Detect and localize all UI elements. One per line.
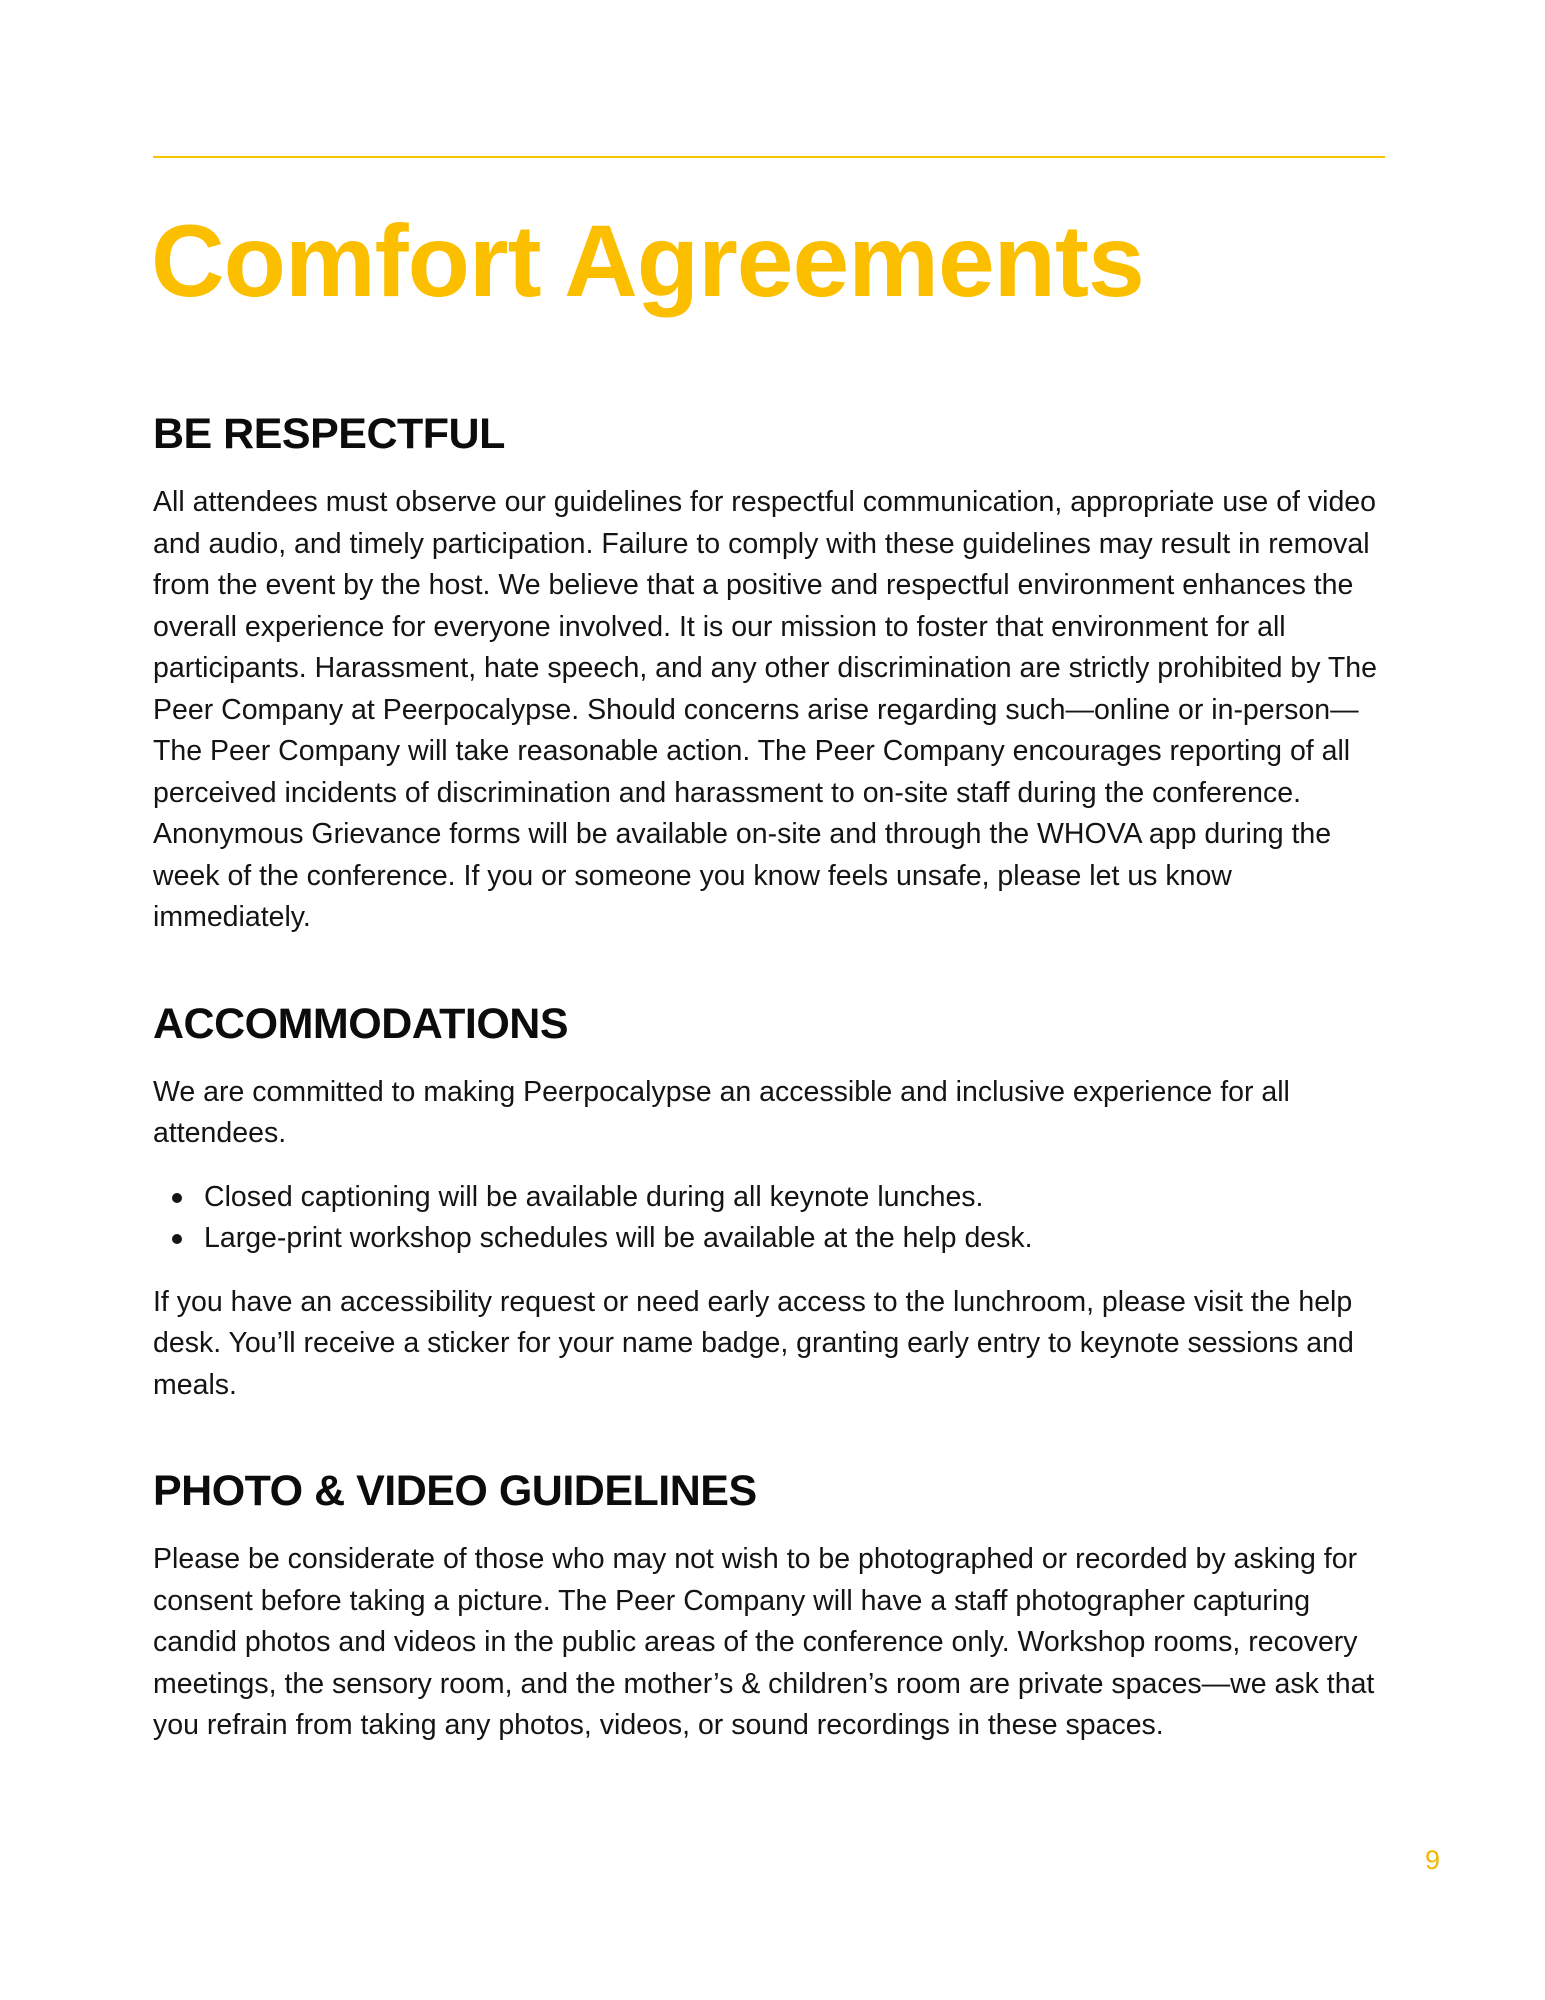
list-item — [153, 1177, 1385, 1219]
accommodations-request-paragraph: If you have an accessibility request or need early access to the lunchroom, please visit the help desk. You’ll receive a sticker for your name badge, granting early entry to keynote sessions and meals. — [153, 1285, 1354, 1401]
section-accommodations — [153, 994, 1385, 1407]
document-body — [153, 404, 1385, 1747]
section-heading-be-respectful: BE RESPECTFUL — [153, 410, 505, 458]
photo-video-paragraph: Please be considerate of those who may not wish to be photographed or recorded by asking for consent before taking a picture. The Peer Company will have a staff photographer capturing candid photos and videos in the public areas of the conference only. Workshop rooms, recovery meetings, the sensory room, and the mother’s & children’s room are private spaces—we ask that you refrain from taking any photos, videos, or sound recordings in these spaces. — [153, 1543, 1375, 1741]
page-title: Comfort Agreements — [151, 204, 1144, 318]
section-heading-accommodations: ACCOMMODATIONS — [153, 999, 569, 1048]
list-item-text: Large-print workshop schedules will be available at the help desk. — [204, 1222, 1033, 1254]
accommodations-intro: We are committed to making Peerpocalypse an accessible and inclusive experience for all attendees. — [153, 1075, 1290, 1149]
be-respectful-paragraph: All attendees must observe our guidelines for respectful communication, appropriate use of video and audio, and timely participation. Failure to comply with these guidelines may result in removal from the event by the host. We believe that a positive and respectful environment enhances the overall experience for everyone involved. It is our mission to foster that environment for all participants. Harassment, hate speech, and any other discrimination are strictly prohibited by The Peer Company at Peerpocalypse. Should concerns arise regarding such—online or in-person—The Peer Company will take reasonable action. The Peer Company encourages reporting of all perceived incidents of discrimination and harassment to on-site staff during the conference. Anonymous Grievance forms will be available on-site and through the WHOVA app during the week of the conference. If you or someone you know feels unsafe, please let us know immediately. — [153, 486, 1378, 933]
section-be-respectful — [153, 404, 1385, 939]
list-item — [153, 1218, 1385, 1260]
accommodations-list — [153, 1177, 1385, 1260]
page-number: 9 — [1425, 1845, 1441, 1875]
list-item-text: Closed captioning will be available during all keynote lunches. — [204, 1180, 984, 1213]
header-divider — [153, 156, 1385, 158]
bullet-dot-icon — [172, 1193, 182, 1203]
bullet-dot-icon — [172, 1234, 182, 1244]
section-heading-photo-video: PHOTO & VIDEO GUIDELINES — [153, 1467, 757, 1515]
section-photo-video-guidelines — [153, 1461, 1385, 1747]
